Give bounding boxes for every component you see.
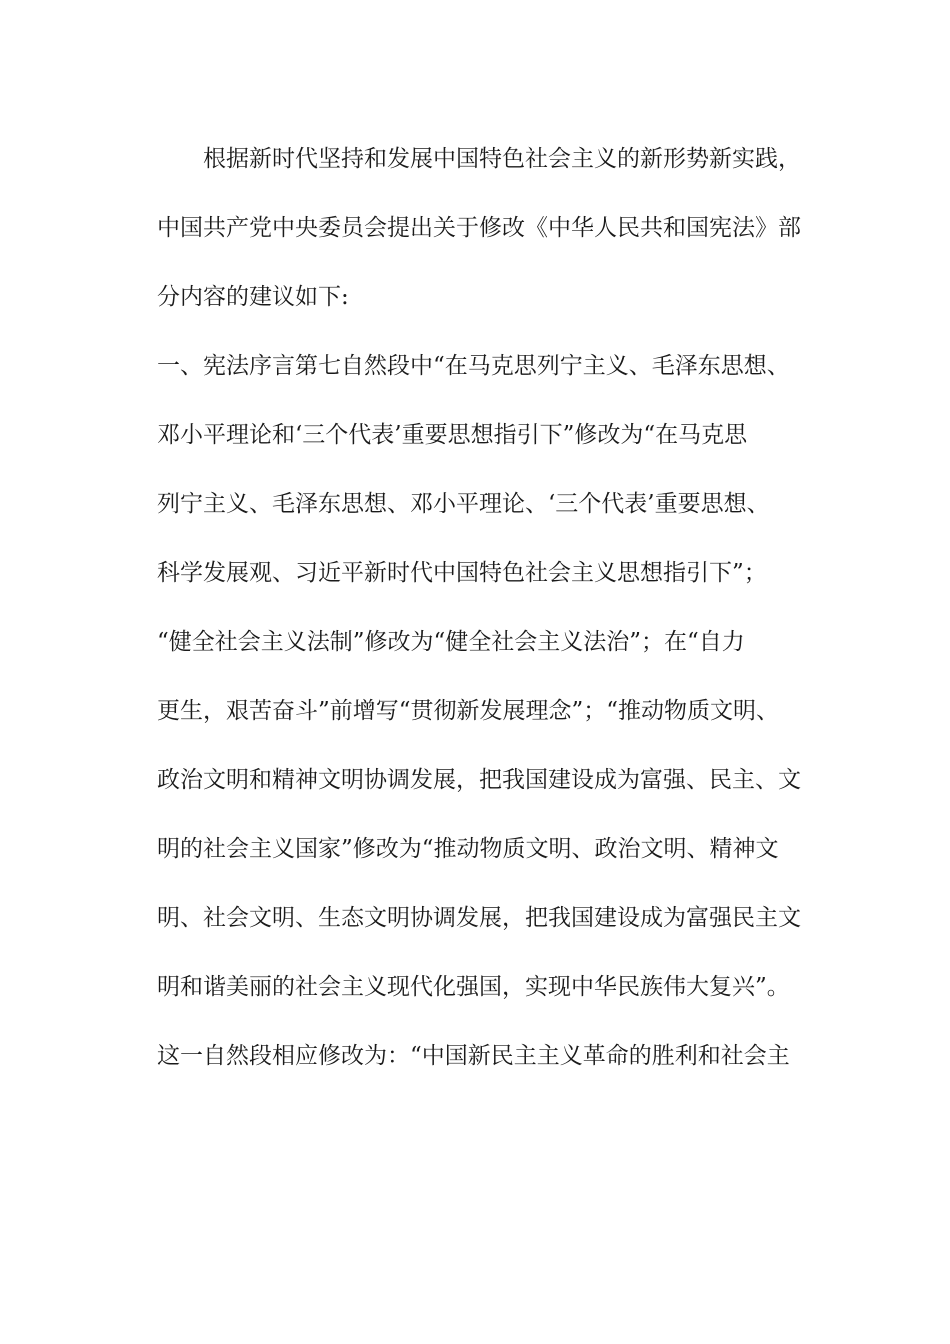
text-line-1: 根据新时代坚持和发展中国特色社会主义的新形势新实践， [203,146,801,172]
text-line-5: 邓小平理论和‘三个代表’重要思想指引下”修改为“在马克思 [157,422,748,448]
text-line-3: 分内容的建议如下: [157,284,349,310]
document-body [157,136,817,1102]
text-line-7: 科学发展观、习近平新时代中国特色社会主义思想指引下”； [157,560,767,586]
text-line-14: 这一自然段相应修改为：“中国新民主主义革命的胜利和社会主 [157,1043,790,1069]
text-line-13: 明和谐美丽的社会主义现代化强国，实现中华民族伟大复兴”。 [157,974,790,1000]
text-line-12: 明、社会文明、生态文明协调发展，把我国建设成为富强民主文 [157,905,801,931]
text-line-4: 一、宪法序言第七自然段中“在马克思列宁主义、毛泽东思想、 [157,353,790,379]
text-line-11: 明的社会主义国家”修改为“推动物质文明、政治文明、精神文 [157,836,779,862]
text-line-8: “健全社会主义法制”修改为“健全社会主义法治”；在“自力 [157,629,745,655]
text-line-9: 更生，艰苦奋斗”前增写“贯彻新发展理念”；“推动物质文明、 [157,698,780,724]
text-line-10: 政治文明和精神文明协调发展，把我国建设成为富强、民主、文 [157,767,801,793]
text-line-6: 列宁主义、毛泽东思想、邓小平理论、‘三个代表’重要思想、 [157,491,770,517]
text-line-2: 中国共产党中央委员会提出关于修改《中华人民共和国宪法》部 [157,215,801,241]
